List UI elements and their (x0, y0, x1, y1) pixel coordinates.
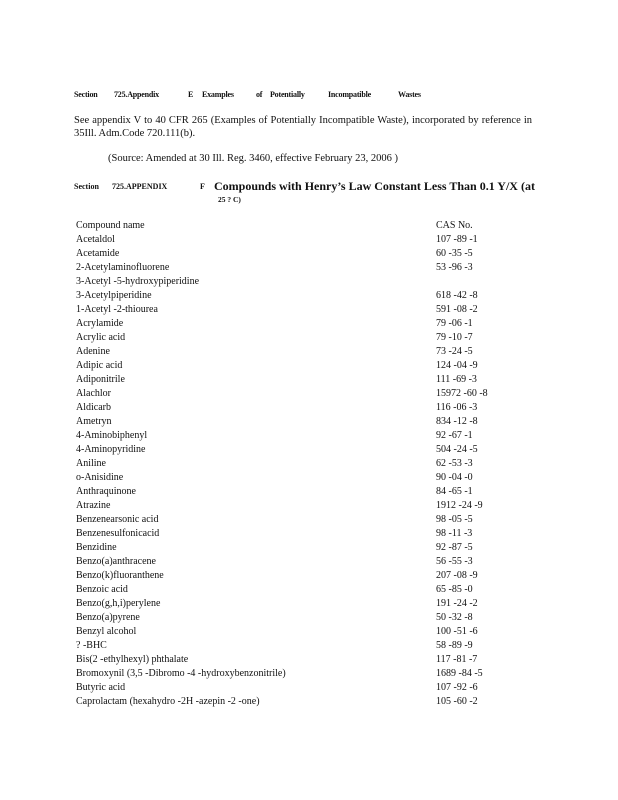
table-row (76, 289, 536, 303)
heading-word: Incompatible (328, 90, 371, 99)
table-row (76, 247, 536, 261)
cas-number: 191 -24 -2 (436, 598, 478, 609)
heading-word: Examples (202, 90, 234, 99)
compound-name: Aniline (76, 458, 106, 469)
cas-number: 65 -85 -0 (436, 584, 473, 595)
table-row (76, 667, 536, 681)
cas-number: 62 -53 -3 (436, 458, 473, 469)
heading-word: of (256, 90, 263, 99)
cas-number: 107 -89 -1 (436, 234, 478, 245)
cas-number: 58 -89 -9 (436, 640, 473, 651)
table-row (76, 625, 536, 639)
cas-number: 504 -24 -5 (436, 444, 478, 455)
cas-number: 207 -08 -9 (436, 570, 478, 581)
table-row (76, 555, 536, 569)
table-row (76, 345, 536, 359)
compound-name: Benzo(a)anthracene (76, 556, 156, 567)
table-row (76, 457, 536, 471)
table-row (76, 359, 536, 373)
table-row (76, 639, 536, 653)
compound-name: Benzenearsonic acid (76, 514, 159, 525)
section-label: Section (74, 90, 98, 99)
cas-number: 107 -92 -6 (436, 682, 478, 693)
compound-name: Alachlor (76, 388, 111, 399)
section-e-paragraph: See appendix V to 40 CFR 265 (Examples of Potentially Incompatible Waste), incorporated by reference in 35Ill. Adm.Code 720.111(b). (74, 115, 532, 139)
cas-number: 90 -04 -0 (436, 472, 473, 483)
compound-name: Benzoic acid (76, 584, 128, 595)
compound-name: Caprolactam (hexahydro -2H -azepin -2 -one) (76, 696, 260, 707)
cas-number: 84 -65 -1 (436, 486, 473, 497)
compound-name: Adipic acid (76, 360, 123, 371)
table-row (76, 387, 536, 401)
cas-number: 73 -24 -5 (436, 346, 473, 357)
table-row (76, 527, 536, 541)
section-label: Section (74, 182, 99, 191)
table-row (76, 681, 536, 695)
compound-name: Acrylamide (76, 318, 124, 329)
appendix-subtitle: 25 ? C) (218, 195, 241, 204)
table-header-row (76, 219, 536, 233)
compound-name: Benzo(k)fluoranthene (76, 570, 164, 581)
cas-number: 60 -35 -5 (436, 248, 473, 259)
cas-number: 100 -51 -6 (436, 626, 478, 637)
table-row (76, 415, 536, 429)
cas-number: 15972 -60 -8 (436, 388, 488, 399)
compound-name: ? -BHC (76, 640, 107, 651)
cas-number: 116 -06 -3 (436, 402, 478, 413)
appendix-label: 725.APPENDIX (112, 182, 168, 191)
cas-number: 124 -04 -9 (436, 360, 478, 371)
table-row (76, 261, 536, 275)
table-row (76, 443, 536, 457)
cas-number: 79 -06 -1 (436, 318, 473, 329)
cas-number: 117 -81 -7 (436, 654, 478, 665)
compound-name: Atrazine (76, 500, 111, 511)
table-row (76, 611, 536, 625)
table-row (76, 541, 536, 555)
table-row (76, 471, 536, 485)
compound-name: Benzenesulfonicacid (76, 528, 160, 539)
heading-word: Wastes (398, 90, 421, 99)
compound-name: 3-Acetyl -5-hydroxypiperidine (76, 276, 200, 287)
table-row (76, 401, 536, 415)
table-row (76, 331, 536, 345)
cas-number: 105 -60 -2 (436, 696, 478, 707)
compound-name: Benzidine (76, 542, 117, 553)
appendix-letter: E (188, 90, 194, 99)
table-row (76, 695, 536, 709)
compound-name: 2-Acetylaminofluorene (76, 262, 170, 273)
compound-name: 3-Acetylpiperidine (76, 290, 152, 301)
appendix-label: 725.Appendix (114, 90, 159, 99)
cas-number: 56 -55 -3 (436, 556, 473, 567)
cas-number: 1689 -84 -5 (436, 668, 483, 679)
table-row (76, 653, 536, 667)
column-header-compound: Compound name (76, 220, 145, 231)
table-row (76, 303, 536, 317)
compound-name: o-Anisidine (76, 472, 124, 483)
table-row (76, 233, 536, 247)
appendix-letter: F (200, 182, 205, 191)
cas-number: 92 -87 -5 (436, 542, 473, 553)
cas-number: 50 -32 -8 (436, 612, 473, 623)
cas-number: 53 -96 -3 (436, 262, 473, 273)
table-row (76, 583, 536, 597)
column-header-cas: CAS No. (436, 220, 473, 231)
cas-number: 98 -11 -3 (436, 528, 473, 539)
table-row (76, 499, 536, 513)
compound-name: Adenine (76, 346, 110, 357)
appendix-title: Compounds with Henry’s Law Constant Less Than 0.1 Y/X (at (214, 179, 535, 193)
compound-name: Acrylic acid (76, 332, 126, 343)
cas-number: 834 -12 -8 (436, 416, 478, 427)
compound-name: Adiponitrile (76, 374, 125, 385)
cas-number: 111 -69 -3 (436, 374, 477, 385)
table-row (76, 373, 536, 387)
cas-number: 618 -42 -8 (436, 290, 478, 301)
cas-number: 92 -67 -1 (436, 430, 473, 441)
compound-name: Ametryn (76, 416, 112, 427)
table-row (76, 485, 536, 499)
cas-number: 591 -08 -2 (436, 304, 478, 315)
cas-number: 1912 -24 -9 (436, 500, 483, 511)
compound-table (76, 219, 536, 709)
compound-name: 4-Aminobiphenyl (76, 430, 148, 441)
table-row (76, 513, 536, 527)
table-row (76, 569, 536, 583)
heading-word: Potentially (270, 90, 305, 99)
compound-name: Acetaldol (76, 234, 115, 245)
table-row (76, 275, 536, 289)
cas-number: 79 -10 -7 (436, 332, 473, 343)
source-note: (Source: Amended at 30 Ill. Reg. 3460, effective February 23, 2006 ) (108, 153, 398, 164)
table-row (76, 317, 536, 331)
compound-name: Benzo(a)pyrene (76, 612, 140, 623)
table-row (76, 597, 536, 611)
compound-name: Benzyl alcohol (76, 626, 137, 637)
compound-name: 4-Aminopyridine (76, 444, 146, 455)
compound-name: Butyric acid (76, 682, 126, 693)
compound-name: 1-Acetyl -2-thiourea (76, 304, 158, 315)
compound-name: Aldicarb (76, 402, 111, 413)
compound-name: Acetamide (76, 248, 120, 259)
cas-number (436, 275, 536, 289)
table-row (76, 429, 536, 443)
compound-name: Bis(2 -ethylhexyl) phthalate (76, 654, 189, 665)
compound-name: Bromoxynil (3,5 -Dibromo -4 -hydroxybenzonitrile) (76, 668, 286, 679)
compound-name: Anthraquinone (76, 486, 136, 497)
cas-number: 98 -05 -5 (436, 514, 473, 525)
compound-name: Benzo(g,h,i)perylene (76, 598, 161, 609)
